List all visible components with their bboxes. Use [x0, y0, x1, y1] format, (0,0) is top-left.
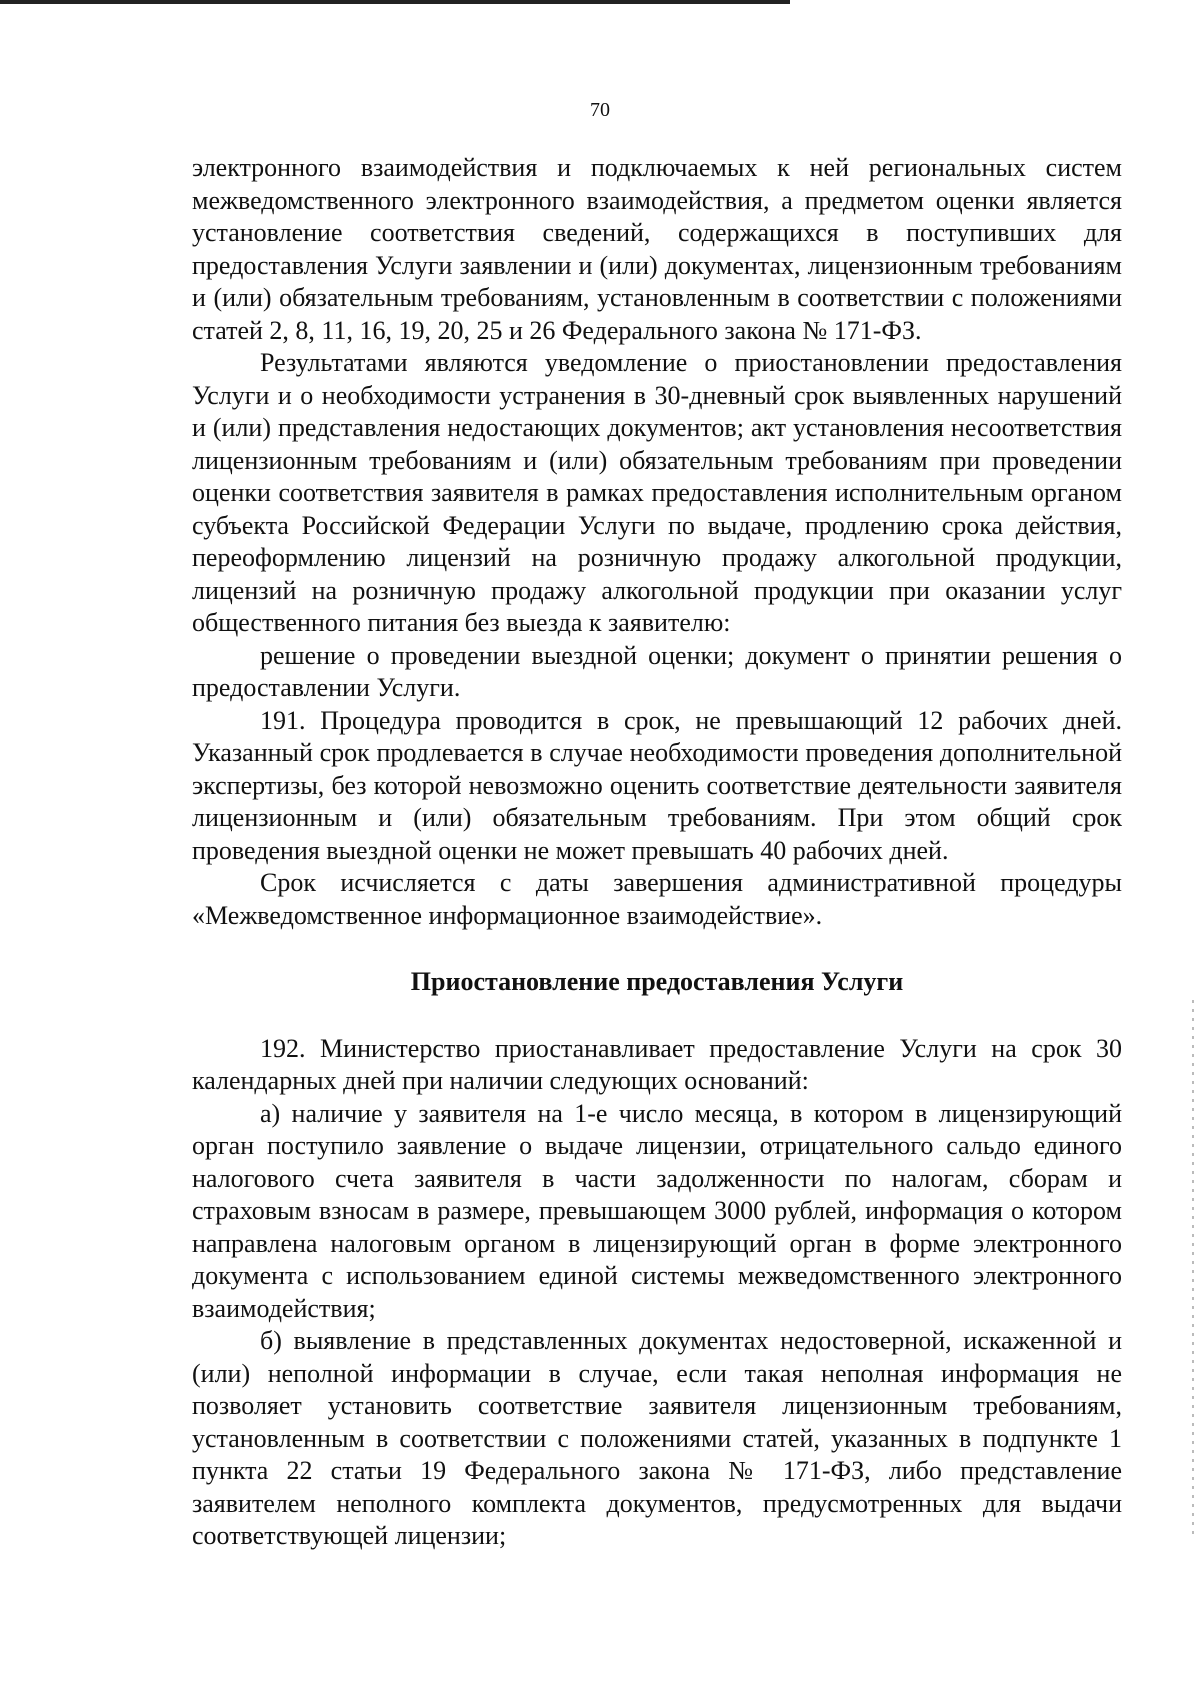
paragraph-192: 192. Министерство приостанавливает предоставление Услуги на срок 30 календарных дней при наличии следующих оснований: — [192, 1033, 1122, 1095]
paragraph-results: Результатами являются уведомление о приостановлении предоставления Услуги и о необходимости устранения в 30-дневный срок выявленных нарушений и (или) представления недостающих документов; акт установления несоответствия лицензионным требованиям и (или) обязательным требованиям при проведении оценки соответствия заявителя в рамках предоставления исполнительным органом субъекта Российской Федерации Услуги по выдаче, продлению срока действия, переоформлению лицензий на розничную продажу алкогольной продукции, лицензий на розничную продажу алкогольной продукции при оказании услуг общественного питания без выезда к заявителю: — [192, 348, 1122, 637]
section-heading: Приостановление предоставления Услуги — [410, 967, 904, 996]
paragraph-item-b: б) выявление в представленных документах недостоверной, искаженной и (или) неполной информации в случае, если такая неполная информация не позволяет установить соответствие заявителя лицензионным требованиям, установленным в соответствии с положениями статей, указанных в подпункте 1 пункта 22 статьи 19 Федерального закона № 171-ФЗ, либо представление заявителем неполного комплекта документов, предусмотренных для выдачи соответствующей лицензии; — [192, 1326, 1122, 1550]
paragraph-decision: решение о проведении выездной оценки; документ о принятии решения о предоставлении Услуги. — [192, 640, 1122, 702]
scan-edge-marks — [1192, 1000, 1194, 1540]
paragraph-item-a: а) наличие у заявителя на 1-е число месяца, в котором в лицензирующий орган поступило заявление о выдаче лицензии, отрицательного сальдо единого налогового счета заявителя в части задолженности по налогам, сборам и страховым взносам в размере, превышающем 3000 рублей, информация о котором направлена налоговым органом в лицензирующий орган в форме электронного документа с использованием единой системы межведомственного электронного взаимодействия; — [192, 1098, 1122, 1323]
page-number: 70 — [590, 99, 610, 121]
top-scan-border — [0, 0, 790, 4]
document-body — [192, 152, 1122, 1553]
paragraph-term: Срок исчисляется с даты завершения административной процедуры «Межведомственное информационное взаимодействие». — [192, 868, 1122, 930]
paragraph-191: 191. Процедура проводится в срок, не превышающий 12 рабочих дней. Указанный срок продлевается в случае необходимости проведения дополнительной экспертизы, без которой невозможно оценить соответствие деятельности заявителя лицензионным и (или) обязательным требованиям. При этом общий срок проведения выездной оценки не может превышать 40 рабочих дней. — [192, 705, 1122, 865]
paragraph-continuation: электронного взаимодействия и подключаемых к ней региональных систем межведомственного электронного взаимодействия, а предметом оценки является установление соответствия сведений, содержащихся в поступивших для предоставления Услуги заявлении и (или) документах, лицензионным требованиям и (или) обязательным требованиям, установленным в соответствии с положениями статей 2, 8, 11, 16, 19, 20, 25 и 26 Федерального закона № 171-ФЗ. — [192, 153, 1122, 345]
